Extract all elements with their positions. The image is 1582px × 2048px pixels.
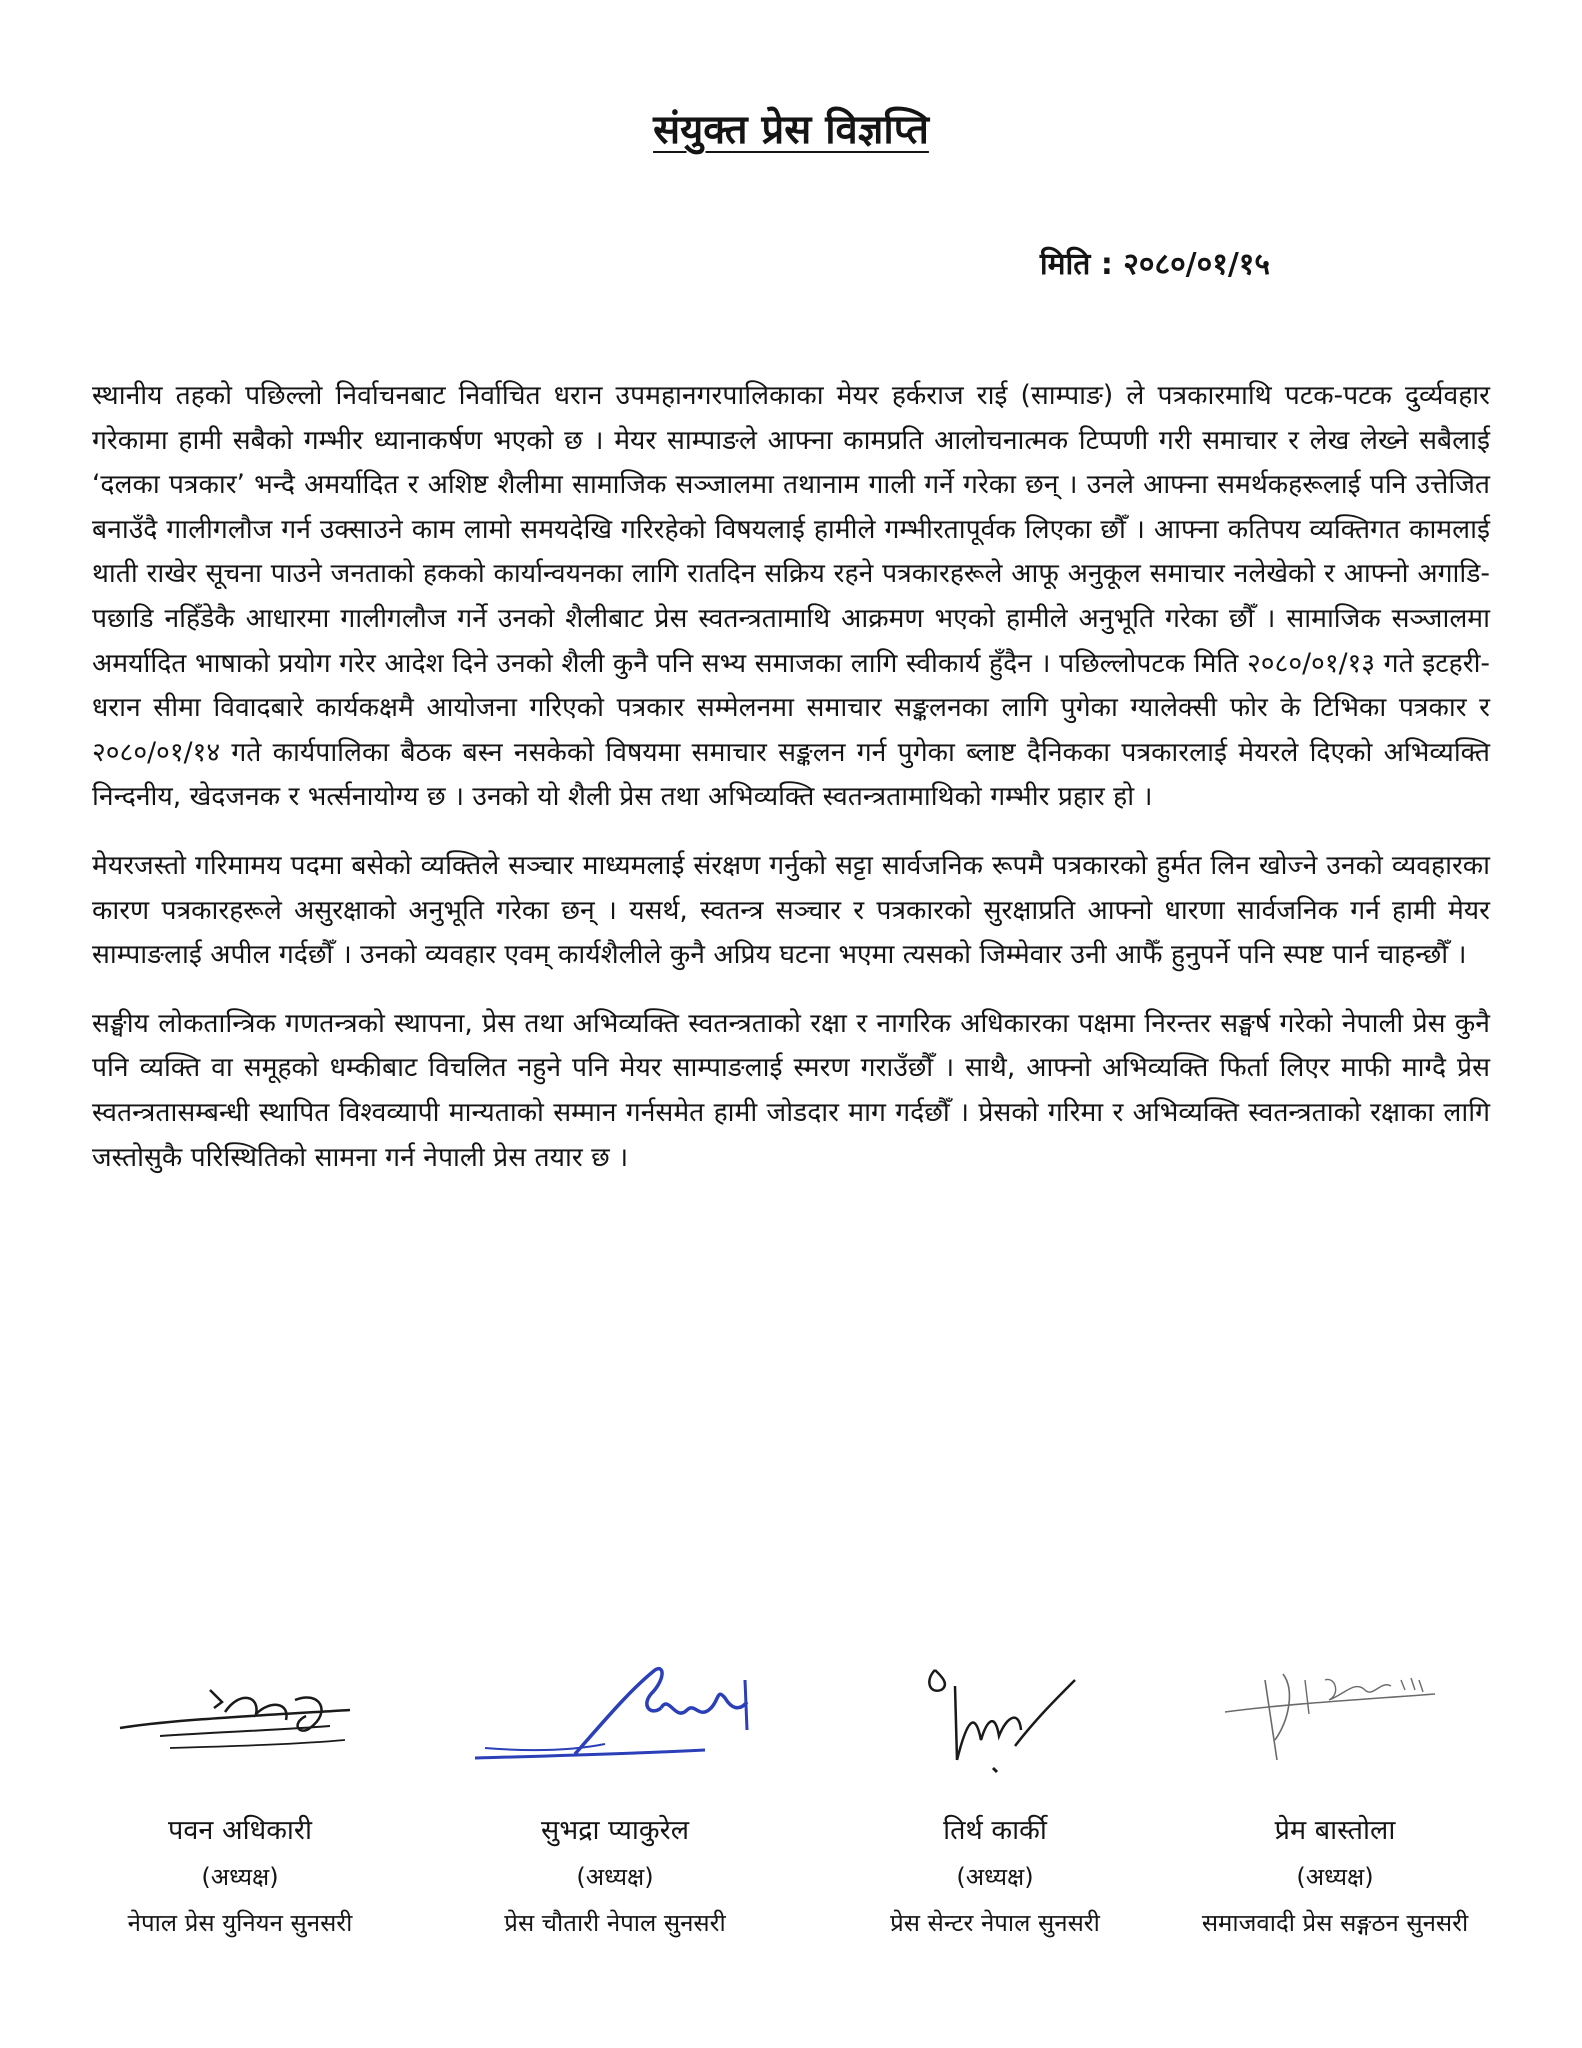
title-block <box>0 100 1582 155</box>
signatory-4 <box>1160 1650 1510 2010</box>
signatory-org: समाजवादी प्रेस सङ्गठन सुनसरी <box>1201 1909 1469 1937</box>
release-date: मिति : २०८०/०१/१५ <box>1039 247 1270 282</box>
signatory-3 <box>830 1650 1160 2010</box>
signatory-name: सुभद्रा प्याकुरेल <box>540 1815 689 1846</box>
signatory-role: (अध्यक्ष) <box>956 1863 1034 1891</box>
handwritten-signature <box>110 1650 370 1770</box>
signatory-role: (अध्यक्ष) <box>201 1863 279 1891</box>
signatory-org: प्रेस सेन्टर नेपाल सुनसरी <box>890 1909 1100 1937</box>
signatory-role: (अध्यक्ष) <box>1296 1863 1374 1891</box>
handwritten-signature <box>1205 1650 1465 1780</box>
signatory-1 <box>70 1650 410 2010</box>
signatory-name: तिर्थ कार्की <box>943 1815 1047 1846</box>
handwritten-signature <box>455 1650 775 1780</box>
paragraph-3: सङ्घीय लोकतान्त्रिक गणतन्त्रको स्थापना, प्रेस तथा अभिव्यक्ति स्वतन्त्रताको रक्षा र नागरिक अधिकारका पक्षमा निरन्तर सङ्घर्ष गरेको नेपाली प्रेस कुनै पनि व्यक्ति वा समूहको धम्कीबाट विचलित नहुने पनि मेयर साम्पाङलाई स्मरण गराउँछौँ । साथै, आफ्नो अभिव्यक्ति फिर्ता लिएर माफी माग्दै प्रेस स्वतन्त्रतासम्बन्धी स्थापित विश्वव्यापी मान्यताको सम्मान गर्नसमेत हामी जोडदार माग गर्दछौँ । प्रेसको गरिमा र अभिव्यक्ति स्वतन्त्रताको रक्षाका लागि जस्तोसुकै परिस्थितिको सामना गर्न नेपाली प्रेस तयार छ । <box>92 1007 1490 1173</box>
signature-block <box>70 1650 1510 2010</box>
signatory-org: प्रेस चौतारी नेपाल सुनसरी <box>504 1909 726 1937</box>
release-body <box>92 374 1490 1204</box>
paragraph-2: मेयरजस्तो गरिमामय पदमा बसेको व्यक्तिले सञ्चार माध्यमलाई संरक्षण गर्नुको सट्टा सार्वजनिक रूपमै पत्रकारको हुर्मत लिन खोज्ने उनको व्यवहारका कारण पत्रकारहरूले असुरक्षाको अनुभूति गरेका छन् । यसर्थ, स्वतन्त्र सञ्चार र पत्रकारको सुरक्षाप्रति आफ्नो धारणा सार्वजनिक गर्न हामी मेयर साम्पाङलाई अपील गर्दछौँ । उनको व्यवहार एवम् कार्यशैलीले कुनै अप्रिय घटना भएमा त्यसको जिम्मेवार उनी आफैँ हुनुपर्ने पनि स्पष्ट पार्न चाहन्छौँ । <box>92 849 1490 971</box>
signatory-name: प्रेम बास्तोला <box>1274 1815 1396 1846</box>
handwritten-signature <box>895 1650 1095 1780</box>
page-title: संयुक्त प्रेस विज्ञप्ति <box>653 107 929 153</box>
signatory-2 <box>410 1650 820 2010</box>
paragraph-1: स्थानीय तहको पछिल्लो निर्वाचनबाट निर्वाचित धरान उपमहानगरपालिकाका मेयर हर्कराज राई (साम्पाङ) ले पत्रकारमाथि पटक-पटक दुर्व्यवहार गरेकामा हामी सबैको गम्भीर ध्यानाकर्षण भएको छ । मेयर साम्पाङले आफ्ना कामप्रति आलोचनात्मक टिप्पणी गरी समाचार र लेख लेख्ने सबैलाई ‘दलका पत्रकार’ भन्दै अमर्यादित र अशिष्ट शैलीमा सामाजिक सञ्जालमा तथानाम गाली गर्ने गरेका छन् । उनले आफ्ना समर्थकहरूलाई पनि उत्तेजित बनाउँदै गालीगलौज गर्न उक्साउने काम लामो समयदेखि गरिरहेको विषयलाई हामीले गम्भीरतापूर्वक लिएका छौँ । आफ्ना कतिपय व्यक्तिगत कामलाई थाती राखेर सूचना पाउने जनताको हकको कार्यान्वयनका लागि रातदिन सक्रिय रहने पत्रकारहरूले आफू अनुकूल समाचार नलेखेको र आफ्नो अगाडि-पछाडि नहिँडेकै आधारमा गालीगलौज गर्ने उनको शैलीबाट प्रेस स्वतन्त्रतामाथि आक्रमण भएको हामीले अनुभूति गरेका छौँ । सामाजिक सञ्जालमा अमर्यादित भाषाको प्रयोग गरेर आदेश दिने उनको शैली कुनै पनि सभ्य समाजका लागि स्वीकार्य हुँदैन । पछिल्लोपटक मिति २०८०/०१/१३ गते इटहरी- धरान सीमा विवादबारे कार्यकक्षमै आयोजना गरिएको पत्रकार सम्मेलनमा समाचार सङ्कलनका लागि पुगेका ग्यालेक्सी फोर के टिभिका पत्रकार र २०८०/०१/१४ गते कार्यपालिका बैठक बस्न नसकेको विषयमा समाचार सङ्कलन गर्न पुगेका ब्लाष्ट दैनिकका पत्रकारलाई मेयरले दिएको अभिव्यक्ति निन्दनीय, खेदजनक र भर्त्सनायोग्य छ । उनको यो शैली प्रेस तथा अभिव्यक्ति स्वतन्त्रतामाथिको गम्भीर प्रहार हो । <box>92 380 1490 813</box>
signatory-name: पवन अधिकारी <box>168 1815 312 1846</box>
signatory-org: नेपाल प्रेस युनियन सुनसरी <box>127 1909 353 1937</box>
signatory-role: (अध्यक्ष) <box>576 1863 654 1891</box>
